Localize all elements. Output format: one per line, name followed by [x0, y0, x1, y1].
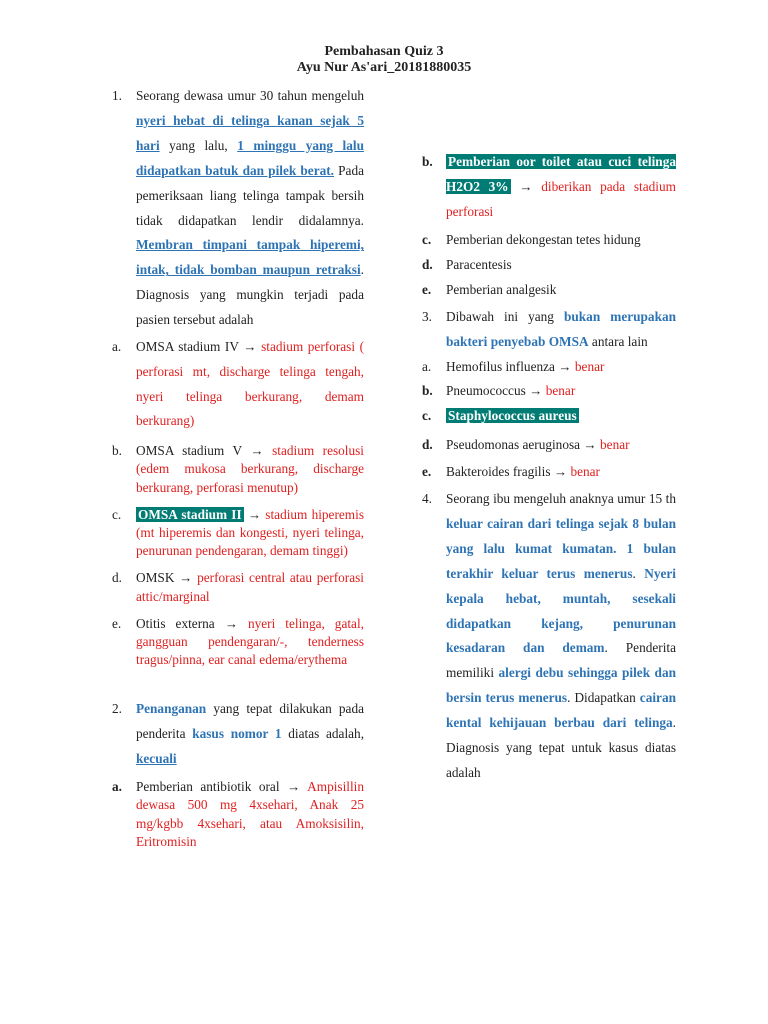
- option-note: diberikan pada stadium perforasi: [446, 178, 676, 219]
- arrow-icon: →: [529, 383, 543, 399]
- q1-option-c: [112, 506, 364, 561]
- option-label-correct: Staphylococcus aureus: [448, 408, 577, 424]
- option-letter: d.: [112, 570, 122, 586]
- option-label: Pemberian analgesik: [446, 281, 557, 297]
- question-3: [422, 305, 676, 355]
- q1-highlight-history: 1 minggu yang lalu didapatkan batuk dan pilek berat.: [136, 137, 364, 178]
- option-letter: b.: [422, 154, 433, 169]
- question-number: 3.: [422, 308, 432, 324]
- option-letter: d.: [422, 436, 433, 452]
- q2-highlight: kasus nomor 1: [192, 726, 282, 742]
- q2-highlight-except: kecuali: [136, 751, 177, 767]
- q3-text: antara lain: [588, 333, 648, 349]
- q4-text: Seorang ibu mengeluh anaknya umur 15 th: [446, 490, 676, 506]
- arrow-icon: →: [247, 506, 262, 522]
- option-letter: e.: [112, 615, 122, 631]
- q1-highlight-complaint: nyeri hebat di telinga kanan sejak 5 hari: [136, 112, 364, 153]
- arrow-icon: →: [558, 358, 572, 374]
- option-label: OMSK: [136, 570, 175, 586]
- q1-text: Seorang dewasa umur 30 tahun mengeluh: [136, 88, 364, 103]
- option-label-correct: OMSA stadium II: [138, 506, 242, 522]
- q4-text: .: [632, 565, 645, 581]
- option-letter: c.: [422, 408, 432, 424]
- q2-option-c: [422, 228, 676, 253]
- q2-highlight: Penanganan: [136, 701, 207, 717]
- q2-option-e: [422, 278, 676, 303]
- q1-highlight-exam: Membran timpani tampak hiperemi, intak, tidak bomban maupun retraksi: [136, 237, 364, 278]
- option-note: stadium resolusi (edem mukosa berkurang, discharge berkurang, perforasi menutup): [136, 443, 365, 495]
- q4-text: . Didapatkan: [567, 690, 640, 706]
- q2-option-b: [422, 150, 676, 224]
- q4-highlight: keluar cairan dari telinga sejak 8 bulan yang lalu kumat kumatan. 1 bulan terakhir keluar terus menerus: [446, 515, 676, 581]
- option-label-correct: Pemberian oor toilet atau cuci telinga H2O2 3%: [446, 154, 676, 194]
- option-letter: e.: [422, 281, 432, 297]
- q1-text: Pada pemeriksaan liang telinga tampak bersih tidak didapatkan lendir didalamnya.: [136, 162, 364, 228]
- option-letter: a.: [112, 779, 122, 795]
- q2-option-a: [112, 778, 364, 851]
- option-note: benar: [570, 464, 600, 480]
- q1-text: . Diagnosis yang mungkin terjadi pada pasien tersebut adalah: [136, 262, 364, 328]
- arrow-icon: →: [250, 443, 264, 459]
- option-letter: c.: [422, 232, 432, 248]
- q1-option-e: [112, 615, 364, 670]
- question-number: 4.: [422, 490, 432, 506]
- option-letter: d.: [422, 257, 433, 273]
- q3-option-a: [422, 355, 676, 380]
- option-label: Pseudomonas aeruginosa: [446, 436, 581, 452]
- option-letter: b.: [112, 443, 122, 459]
- option-note: perforasi central atau perforasi attic/marginal: [136, 570, 364, 604]
- option-label: Bakteroides fragilis: [446, 464, 551, 480]
- option-note: benar: [574, 358, 605, 374]
- option-label: Paracentesis: [446, 257, 512, 273]
- q3-highlight: bukan merupakan bakteri penyebab OMSA: [446, 308, 677, 349]
- option-label: Pemberian antibiotik oral: [136, 779, 280, 795]
- doc-title: Pembahasan Quiz 3: [324, 44, 444, 59]
- option-note: benar: [600, 436, 630, 452]
- option-label: Pneumococcus: [446, 383, 526, 399]
- question-1: [112, 84, 364, 333]
- q3-text: Dibawah ini yang: [446, 308, 564, 324]
- doc-author: Ayu Nur As'ari_20181880035: [296, 60, 472, 75]
- arrow-icon: →: [519, 178, 533, 194]
- q3-option-c: [422, 404, 676, 429]
- q1-option-a: [112, 335, 364, 434]
- option-note: benar: [545, 383, 576, 399]
- option-note: stadium hiperemis (mt hiperemis dan kongesti, nyeri telinga, penurunan pendengaran, demam tinggi): [136, 506, 365, 559]
- q3-option-e: [422, 460, 676, 485]
- option-label: OMSA stadium IV: [136, 339, 239, 355]
- arrow-icon: →: [224, 615, 238, 631]
- arrow-icon: →: [553, 464, 568, 480]
- option-note: Ampisillin dewasa 500 mg 4xsehari, Anak 25 mg/kgbb 4xsehari, atau Amoksisilin, Eritromisin: [136, 779, 365, 849]
- arrow-icon: →: [583, 436, 597, 452]
- q3-option-d: [422, 436, 676, 454]
- arrow-icon: →: [243, 339, 257, 355]
- q4-text: . Diagnosis yang tepat untuk kasus diatas adalah: [446, 715, 676, 780]
- option-label: Hemofilus influenza: [446, 358, 555, 374]
- option-label: Otitis externa: [136, 615, 215, 631]
- arrow-icon: →: [179, 570, 193, 586]
- q1-text: yang lalu,: [159, 137, 238, 153]
- q2-option-d: [422, 253, 676, 278]
- q4-highlight: cairan kental kehijauan berbau dari telinga: [446, 690, 676, 731]
- option-letter: b.: [422, 383, 433, 399]
- option-note: stadium perforasi ( perforasi mt, discharge telinga tengah, nyeri telinga berkurang, demam berkurang): [136, 339, 365, 429]
- left-column: [112, 84, 364, 851]
- question-number: 2.: [112, 701, 122, 717]
- option-letter: a.: [422, 358, 432, 374]
- q2-text: yang tepat dilakukan pada penderita: [136, 701, 364, 742]
- option-letter: a.: [112, 339, 122, 355]
- q3-option-b: [422, 379, 676, 404]
- q4-highlight: alergi debu sehingga pilek dan bersin terus menerus: [446, 665, 676, 706]
- option-letter: c.: [112, 506, 122, 522]
- q4-text: . Penderita memiliki: [446, 640, 676, 681]
- arrow-icon: →: [287, 779, 301, 795]
- option-letter: e.: [422, 464, 432, 480]
- option-label: Pemberian dekongestan tetes hidung: [446, 232, 641, 248]
- question-4: [422, 487, 676, 786]
- question-number: 1.: [112, 88, 122, 103]
- q1-option-d: [112, 569, 364, 605]
- q1-option-b: [112, 442, 364, 497]
- option-note: nyeri telinga, gatal, gangguan pendengaran/-, tenderness tragus/pinna, ear canal edema/erythema: [136, 615, 364, 668]
- question-2: [112, 697, 364, 772]
- right-column: [422, 150, 676, 786]
- q2-text: diatas adalah,: [281, 726, 365, 742]
- option-label: OMSA stadium V: [136, 443, 242, 459]
- q4-highlight: Nyeri kepala hebat, muntah, sesekali didapatkan kejang, penurunan kesadaran dan demam: [446, 565, 676, 656]
